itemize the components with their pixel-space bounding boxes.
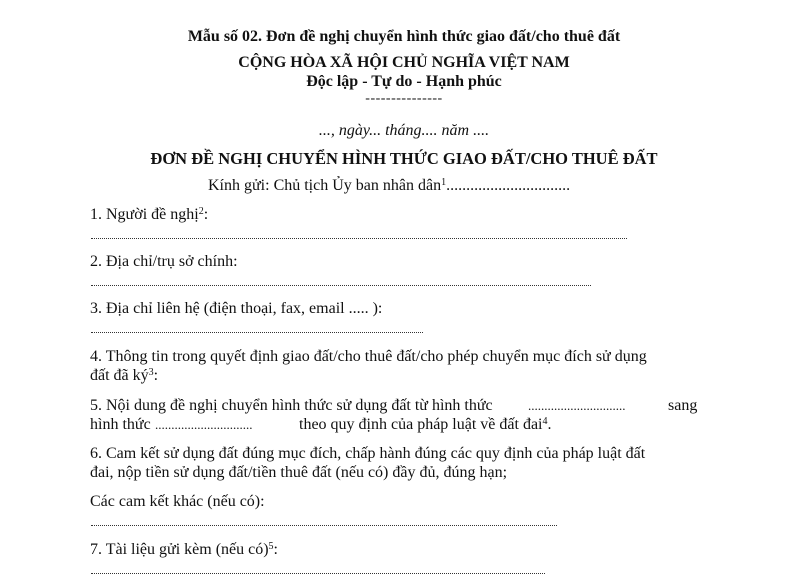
item-7-colon: : bbox=[273, 541, 278, 558]
motto-separator: --------------- bbox=[365, 91, 443, 106]
item-5-fill-1[interactable]: .............................. bbox=[528, 398, 626, 413]
item-5-line-2-b bbox=[299, 415, 551, 435]
item-5-text-a: 5. Nội dung đề nghị chuyển hình thức sử dụng đất từ hình thức bbox=[90, 397, 493, 414]
recipient-fill[interactable]: ............................... bbox=[446, 177, 571, 194]
item-5-sang: sang bbox=[668, 397, 698, 414]
item-5-line-2-a: hình thức bbox=[90, 416, 151, 433]
footnote-2: 2 bbox=[198, 206, 204, 217]
footnote-5: 5 bbox=[268, 541, 274, 552]
item-7-fill-line[interactable] bbox=[91, 573, 545, 574]
national-motto: Độc lập - Tự do - Hạnh phúc bbox=[306, 73, 502, 90]
item-4-colon: : bbox=[153, 367, 159, 384]
item-5-period: . bbox=[547, 416, 552, 433]
recipient-line bbox=[208, 176, 570, 196]
document-heading: ĐƠN ĐỀ NGHỊ CHUYỂN HÌNH THỨC GIAO ĐẤT/CHO THUÊ ĐẤT bbox=[150, 149, 658, 168]
footnote-4: 4 bbox=[542, 416, 548, 427]
item-4-line-1: 4. Thông tin trong quyết định giao đất/cho thuê đất/cho phép chuyển mục đích sử dụng bbox=[90, 348, 647, 365]
other-commitments-label: Các cam kết khác (nếu có): bbox=[90, 493, 265, 510]
other-commitments-fill-line[interactable] bbox=[91, 525, 557, 526]
item-6-line-1: 6. Cam kết sử dụng đất đúng mục đích, chấp hành đúng các quy định của pháp luật đất bbox=[90, 445, 646, 462]
item-6-line-2: đai, nộp tiền sử dụng đất/tiền thuê đất (nếu có) đầy đủ, đúng hạn; bbox=[90, 464, 508, 481]
form-title: Mẫu số 02. Đơn đề nghị chuyển hình thức giao đất/cho thuê đất bbox=[187, 28, 621, 45]
item-5-fill-2[interactable]: .............................. bbox=[155, 417, 253, 432]
item-1-fill-line[interactable] bbox=[91, 238, 627, 239]
item-1-label bbox=[90, 205, 208, 225]
item-7-label bbox=[90, 540, 278, 560]
item-4-text: đất đã ký bbox=[90, 367, 149, 384]
item-2-label: 2. Địa chỉ/trụ sở chính: bbox=[90, 253, 238, 270]
item-1-colon: : bbox=[203, 206, 209, 223]
item-4-line-2 bbox=[90, 366, 158, 386]
item-5-line-1 bbox=[90, 396, 493, 416]
date-line: ..., ngày... tháng.... năm .... bbox=[318, 122, 490, 139]
nation-name: CỘNG HÒA XÃ HỘI CHỦ NGHĨA VIỆT NAM bbox=[238, 54, 570, 71]
footnote-1: 1 bbox=[441, 177, 447, 188]
item-5-text-b: theo quy định của pháp luật về đất đai bbox=[299, 416, 543, 433]
item-7-text: 7. Tài liệu gửi kèm (nếu có) bbox=[90, 541, 269, 558]
item-2-fill-line[interactable] bbox=[91, 285, 591, 286]
item-3-label: 3. Địa chỉ liên hệ (điện thoại, fax, email ..... ): bbox=[90, 300, 383, 317]
footnote-3: 3 bbox=[148, 367, 154, 378]
item-3-fill-line[interactable] bbox=[91, 332, 423, 333]
recipient-text: Kính gửi: Chủ tịch Ủy ban nhân dân bbox=[208, 177, 442, 194]
item-1-text: 1. Người đề nghị bbox=[90, 206, 199, 223]
